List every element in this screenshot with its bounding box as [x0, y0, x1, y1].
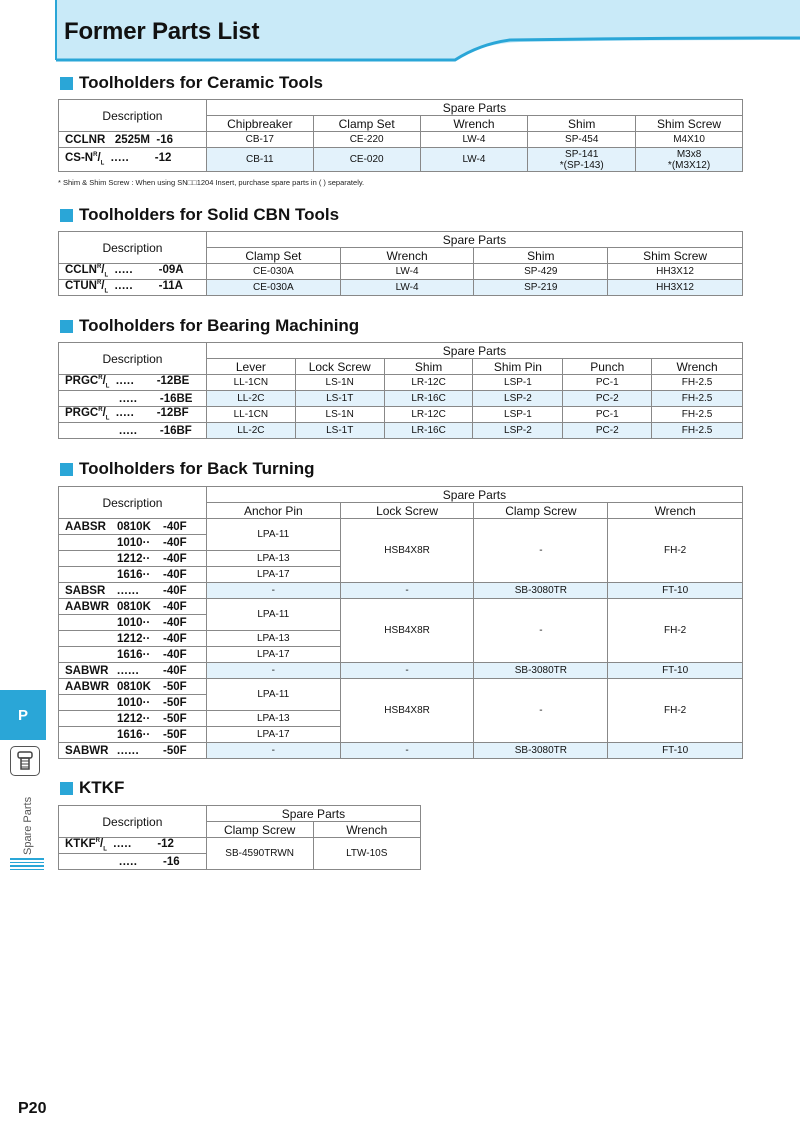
table-row: [59, 280, 743, 296]
table-cell: AABWR 0810K -50F: [59, 679, 207, 695]
table-cell: -: [340, 583, 474, 599]
table-cell: SABWR ...... -50F: [59, 743, 207, 759]
column-header: Punch: [563, 359, 652, 375]
section-title-back-turning: Toolholders for Back Turning: [60, 459, 315, 479]
table-row: [59, 391, 743, 407]
ktkf-table: [58, 805, 421, 870]
table-cell: 1616·· -40F: [59, 647, 207, 663]
table-cell: FH-2: [608, 599, 743, 663]
column-header: Clamp Set: [313, 116, 420, 132]
table-cell: LL-2C: [206, 391, 295, 407]
table-cell: M4X10: [636, 132, 743, 148]
table-cell: LR-16C: [384, 391, 473, 407]
table-row: [59, 232, 743, 248]
table-cell: FH-2.5: [652, 407, 743, 423]
table-cell: CB-17: [206, 132, 313, 148]
table-cell: HSB4X8R: [340, 679, 474, 743]
table-cell: LPA-13: [206, 711, 340, 727]
bearing-table: [58, 342, 743, 439]
table-cell: LS-1T: [295, 423, 384, 439]
table-cell: LPA-11: [206, 519, 340, 551]
table-row: [59, 375, 743, 391]
table-cell: LSP-1: [473, 375, 563, 391]
desc-header: Description: [59, 100, 207, 132]
section-marker-icon: [60, 209, 73, 222]
column-header: Shim: [528, 116, 636, 132]
table-cell: CB-11: [206, 148, 313, 172]
table-cell: 1212·· -40F: [59, 551, 207, 567]
table-cell: LPA-13: [206, 631, 340, 647]
table-cell: SABSR ...... -40F: [59, 583, 207, 599]
column-header: Description: [59, 232, 207, 264]
page-header: [0, 0, 800, 62]
table-cell: FH-2.5: [652, 423, 743, 439]
table-cell: ..... -16BE: [59, 391, 207, 407]
table-cell: SB-3080TR: [474, 583, 608, 599]
table-cell: -: [474, 519, 608, 583]
table-cell: CE-220: [313, 132, 420, 148]
table-cell: -: [206, 583, 340, 599]
table-cell: LW-4: [340, 264, 474, 280]
column-header: Chipbreaker: [206, 116, 313, 132]
table-cell: $PRGC^R/_L$ ..... -12BE: [59, 375, 207, 391]
sidebar-divider: [10, 858, 44, 872]
screw-icon: [10, 746, 40, 776]
table-cell: HH3X12: [608, 264, 743, 280]
table-cell: SP-141 *(SP-143): [528, 148, 636, 172]
table-cell: CE-030A: [206, 264, 340, 280]
column-header: Clamp Set: [206, 248, 340, 264]
column-header: Spare Parts: [206, 806, 420, 822]
column-header: Description: [59, 343, 207, 375]
column-header: Shim Screw: [608, 248, 743, 264]
table-row: [59, 583, 743, 599]
column-header: Description: [59, 806, 207, 838]
table-cell: PC-2: [563, 391, 652, 407]
column-header: Spare Parts: [206, 487, 742, 503]
section-marker-icon: [60, 320, 73, 333]
table-cell: LPA-11: [206, 679, 340, 711]
table-cell: $PRGC^R/_L$ ..... -12BF: [59, 407, 207, 423]
table-cell: $CCLN^R/_L$ ..... -09A: [59, 264, 207, 280]
table-cell: 1616·· -50F: [59, 727, 207, 743]
table-cell: LS-1N: [295, 375, 384, 391]
column-header: Lever: [206, 359, 295, 375]
table-cell: 1010·· -40F: [59, 615, 207, 631]
table-cell: PC-1: [563, 375, 652, 391]
column-header: Shim: [474, 248, 608, 264]
table-cell: LR-12C: [384, 407, 473, 423]
section-title-ceramic: Toolholders for Ceramic Tools: [60, 73, 323, 93]
section-marker-icon: [60, 782, 73, 795]
table-cell: LS-1N: [295, 407, 384, 423]
table-cell: SP-219: [474, 280, 608, 296]
table-cell: CE-020: [313, 148, 420, 172]
column-header: Clamp Screw: [474, 503, 608, 519]
table-cell: LL-2C: [206, 423, 295, 439]
table-cell: LSP-2: [473, 391, 563, 407]
table-cell: 1212·· -40F: [59, 631, 207, 647]
table-cell: LPA-17: [206, 727, 340, 743]
table-cell: $CS-N^R/_L$ ..... -12: [59, 148, 207, 172]
table-cell: LPA-11: [206, 599, 340, 631]
table-cell: -: [206, 743, 340, 759]
column-header: Wrench: [420, 116, 528, 132]
table-row: [59, 487, 743, 503]
table-row: [59, 838, 421, 854]
table-cell: LPA-17: [206, 567, 340, 583]
table-cell: SP-454: [528, 132, 636, 148]
table-cell: LW-4: [420, 148, 528, 172]
sidebar-label: Spare Parts: [22, 796, 34, 855]
table-cell: SP-429: [474, 264, 608, 280]
table-row: [59, 148, 743, 172]
table-cell: PC-2: [563, 423, 652, 439]
table-row: [59, 663, 743, 679]
table-row: [59, 132, 743, 148]
table-cell: -: [206, 663, 340, 679]
table-row: [59, 743, 743, 759]
table-cell: $CTUN^R/_L$ ..... -11A: [59, 280, 207, 296]
table-cell: SB-3080TR: [474, 663, 608, 679]
table-cell: LTW-10S: [313, 838, 420, 870]
column-header: Shim Screw: [636, 116, 743, 132]
table-cell: FT-10: [608, 663, 743, 679]
table-cell: 1010·· -40F: [59, 535, 207, 551]
table-row: [59, 407, 743, 423]
table-cell: LS-1T: [295, 391, 384, 407]
footnote: * Shim & Shim Screw : When using SN□□1204 Insert, purchase spare parts in ( ) separately.: [58, 178, 365, 187]
table-cell: 1010·· -50F: [59, 695, 207, 711]
table-row: [59, 519, 743, 535]
table-row: [59, 599, 743, 615]
table-row: [59, 264, 743, 280]
table-cell: FT-10: [608, 743, 743, 759]
table-cell: LPA-13: [206, 551, 340, 567]
table-cell: LL-1CN: [206, 407, 295, 423]
column-header: Shim Pin: [473, 359, 563, 375]
table-cell: SB-4590TRWN: [206, 838, 313, 870]
cbn-table: [58, 231, 743, 296]
table-cell: LPA-17: [206, 647, 340, 663]
table-cell: ..... -16: [59, 854, 207, 870]
back-turning-table: [58, 486, 743, 759]
table-cell: SB-3080TR: [474, 743, 608, 759]
column-header: Spare Parts: [206, 343, 742, 359]
table-cell: CCLNR 2525M -16: [59, 132, 207, 148]
table-cell: LR-16C: [384, 423, 473, 439]
table-cell: HSB4X8R: [340, 519, 474, 583]
table-cell: 1616·· -40F: [59, 567, 207, 583]
table-cell: LW-4: [420, 132, 528, 148]
section-marker-icon: [60, 77, 73, 90]
table-cell: AABSR 0810K -40F: [59, 519, 207, 535]
page-number: P20: [18, 1100, 47, 1117]
table-cell: HSB4X8R: [340, 599, 474, 663]
table-cell: HH3X12: [608, 280, 743, 296]
column-header: Clamp Screw: [206, 822, 313, 838]
column-header: Lock Screw: [340, 503, 474, 519]
table-cell: ..... -16BF: [59, 423, 207, 439]
table-cell: 1212·· -50F: [59, 711, 207, 727]
table-cell: -: [340, 663, 474, 679]
table-row: [59, 679, 743, 695]
table-row: [59, 806, 421, 822]
table-cell: PC-1: [563, 407, 652, 423]
table-cell: -: [474, 599, 608, 663]
table-cell: LL-1CN: [206, 375, 295, 391]
section-tab[interactable]: P: [0, 690, 46, 740]
table-cell: $KTKF^R/_L$ ..... -12: [59, 838, 207, 854]
section-title-cbn: Toolholders for Solid CBN Tools: [60, 205, 339, 225]
column-header: Wrench: [608, 503, 743, 519]
column-header: Wrench: [652, 359, 743, 375]
table-cell: FH-2.5: [652, 375, 743, 391]
table-cell: AABWR 0810K -40F: [59, 599, 207, 615]
section-title-bearing: Toolholders for Bearing Machining: [60, 316, 359, 336]
table-row: [59, 343, 743, 359]
table-cell: LR-12C: [384, 375, 473, 391]
table-cell: LSP-2: [473, 423, 563, 439]
table-cell: FH-2.5: [652, 391, 743, 407]
table-cell: FH-2: [608, 519, 743, 583]
table-cell: FT-10: [608, 583, 743, 599]
spare-header: Spare Parts: [206, 100, 742, 116]
table-cell: -: [474, 679, 608, 743]
column-header: Wrench: [313, 822, 420, 838]
section-marker-icon: [60, 463, 73, 476]
table-cell: CE-030A: [206, 280, 340, 296]
table-cell: -: [340, 743, 474, 759]
column-header: Lock Screw: [295, 359, 384, 375]
table-cell: SABWR ...... -40F: [59, 663, 207, 679]
column-header: Anchor Pin: [206, 503, 340, 519]
page-title: Former Parts List: [64, 18, 260, 45]
table-row: [59, 100, 743, 116]
table-row: [59, 423, 743, 439]
table-cell: M3x8 *(M3X12): [636, 148, 743, 172]
table-cell: LW-4: [340, 280, 474, 296]
column-header: Description: [59, 487, 207, 519]
section-title-ktkf: KTKF: [60, 778, 124, 798]
ceramic-table: [58, 99, 743, 172]
table-cell: LSP-1: [473, 407, 563, 423]
column-header: Wrench: [340, 248, 474, 264]
table-cell: FH-2: [608, 679, 743, 743]
column-header: Spare Parts: [206, 232, 742, 248]
column-header: Shim: [384, 359, 473, 375]
